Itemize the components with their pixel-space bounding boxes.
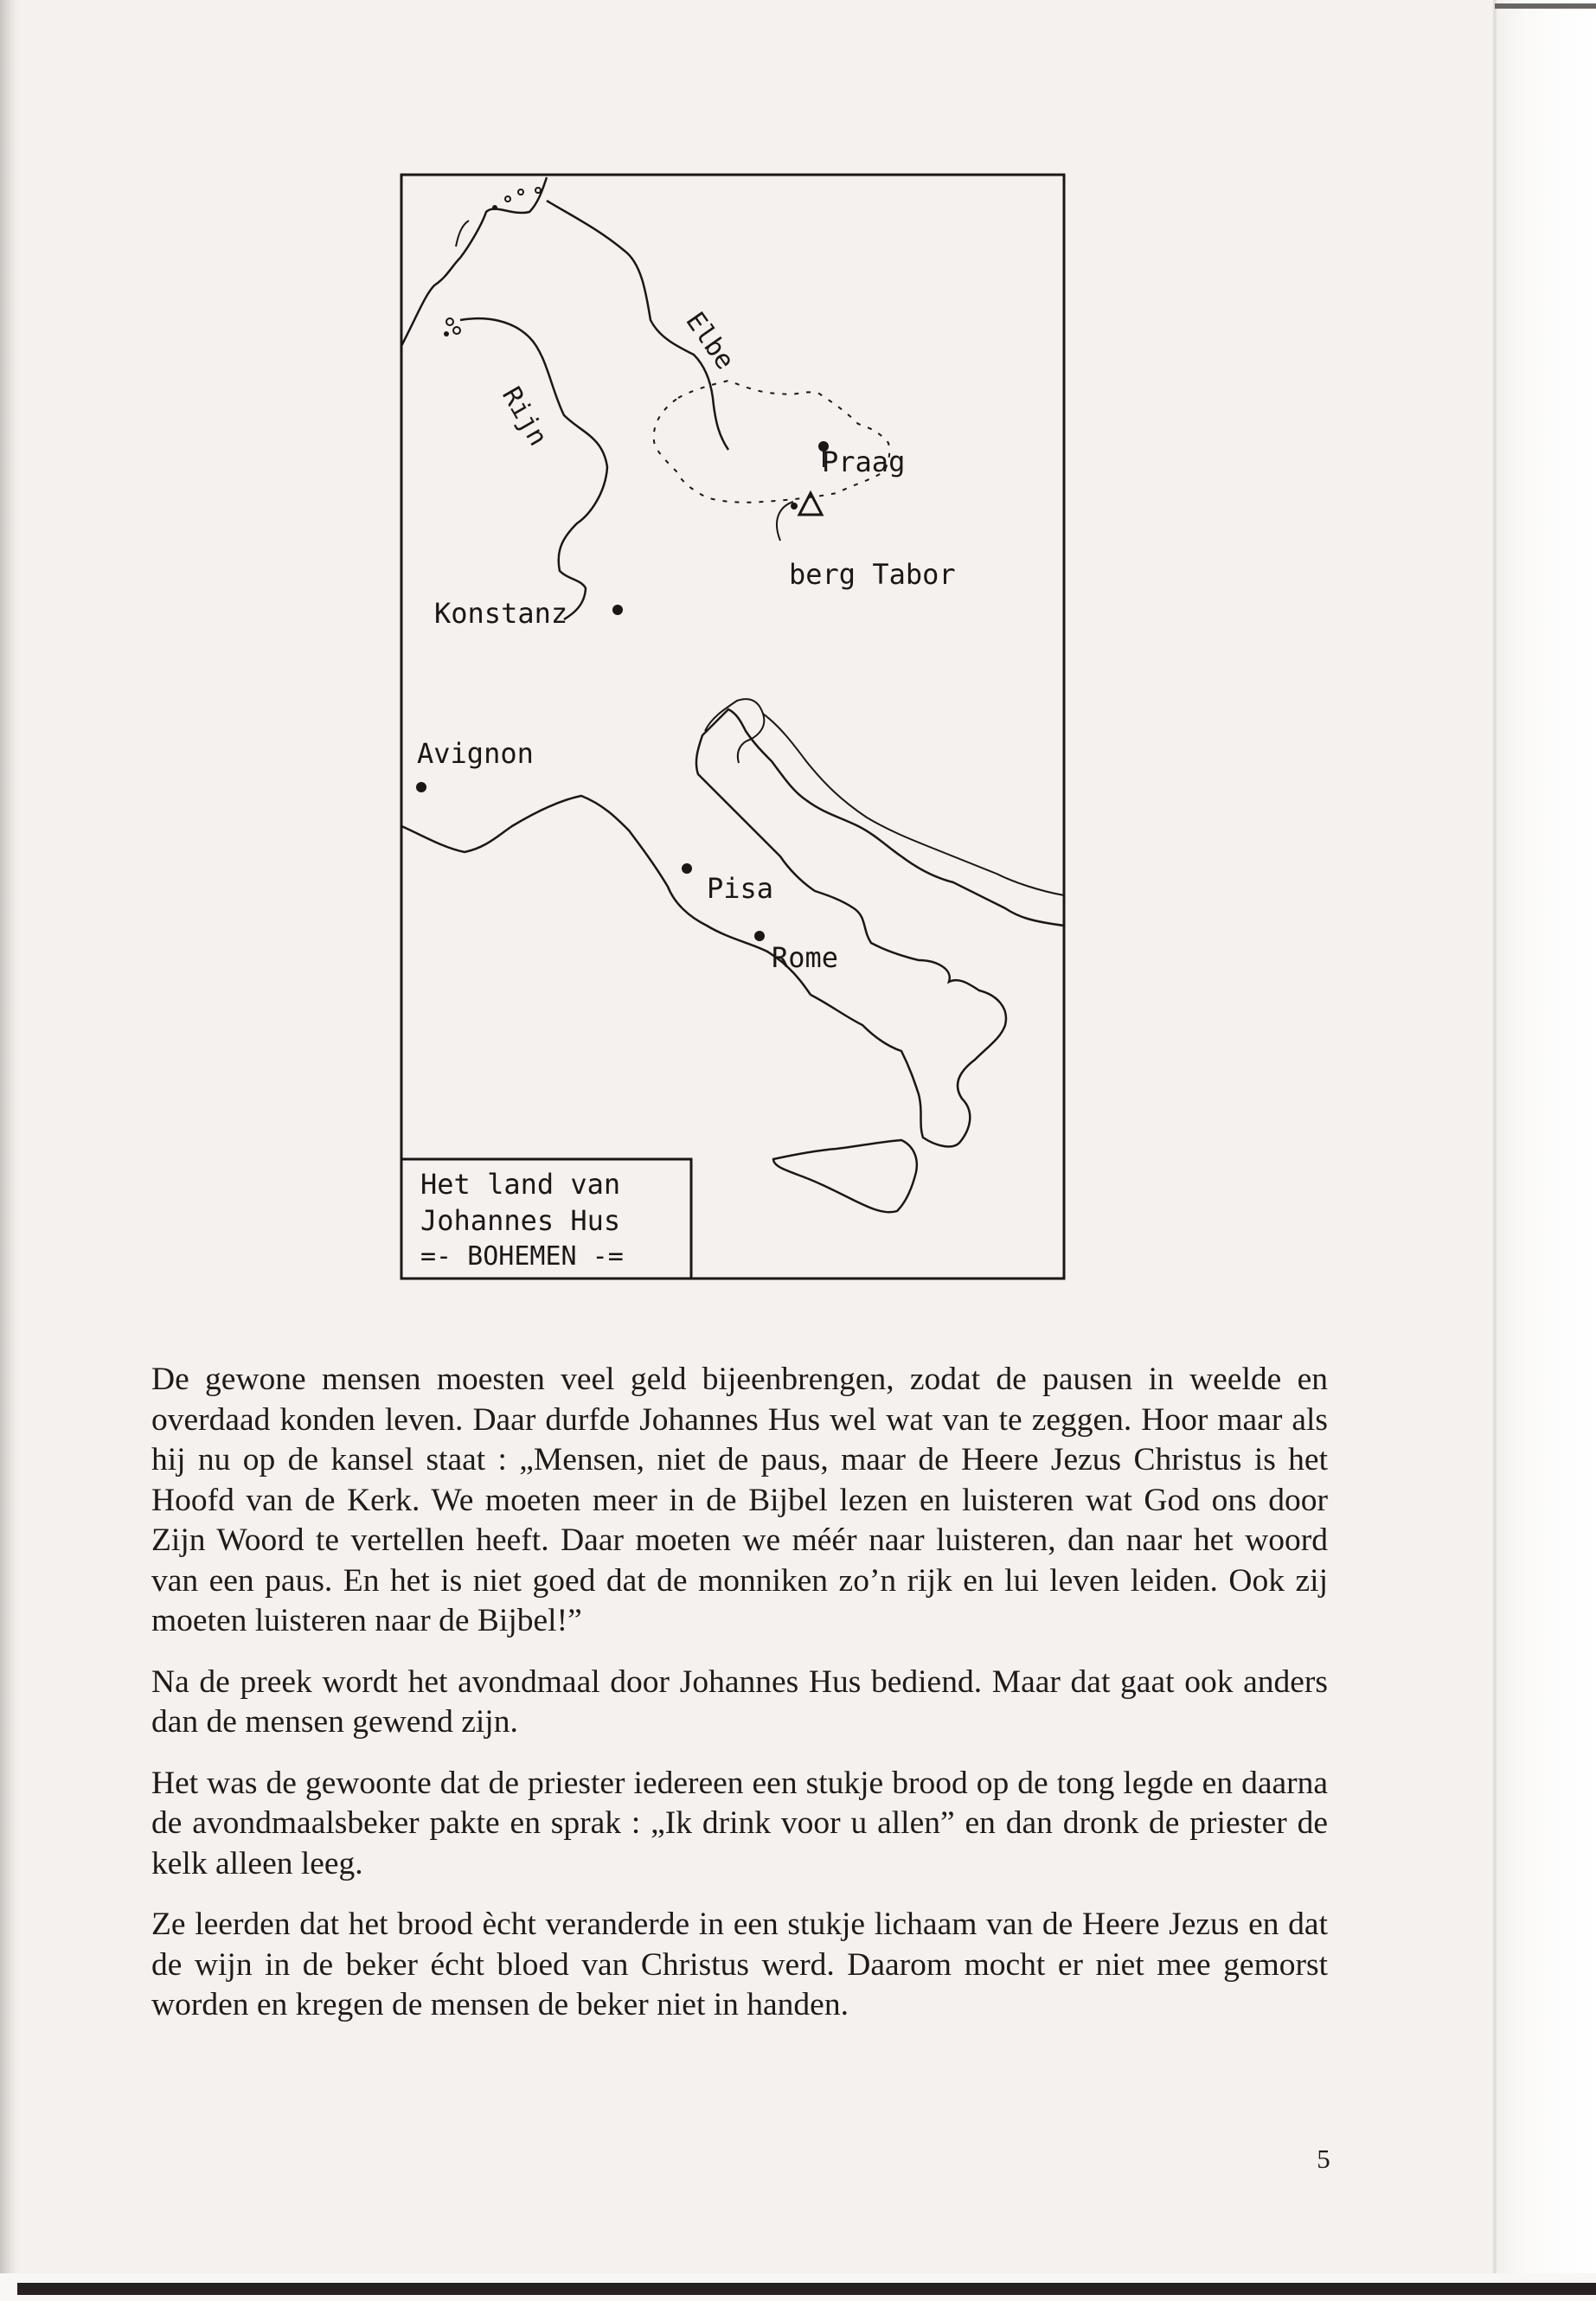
tabor-dot bbox=[791, 503, 798, 510]
legend-line-3: =- BOHEMEN -= bbox=[420, 1241, 624, 1272]
tabor-triangle bbox=[799, 493, 822, 515]
delta-islands bbox=[453, 327, 460, 334]
legend-line-2: Johannes Hus bbox=[420, 1204, 621, 1237]
paragraph-1: De gewone mensen moesten veel geld bijeenbrengen, zodat de pausen in weelde en overdaad konden leven. Daar durfde Johannes Hus wel wat van te zeggen. Hoor maar als hij nu op de kansel staat : „Mensen, niet de paus, maar de Heere Jezus Christus is het Hoofd van de Kerk. We moeten meer in de Bijbel lezen en luisteren wat God ons door Zijn Woord te vertellen heeft. Daar moeten we méér naar luisteren, dan naar het woord van een paus. En het is niet goed dat de monniken zo’n rijk en lui leven leiden. Ook zij moeten luisteren naar de Bijbel!” bbox=[151, 1362, 1328, 1638]
paragraph-2: Na de preek wordt het avondmaal door Johannes Hus bediend. Maar dat gaat ook anders dan de mensen gewend zijn. bbox=[151, 1663, 1328, 1740]
elbe-label: Elbe bbox=[679, 306, 740, 375]
coast-detail bbox=[456, 221, 469, 247]
avignon-label: Avignon bbox=[417, 737, 534, 770]
page-number: 5 bbox=[1317, 2144, 1330, 2174]
legend-line-1: Het land van bbox=[420, 1168, 621, 1201]
istria-coast bbox=[705, 699, 764, 763]
avignon-dot bbox=[416, 782, 426, 792]
tabor-arrow bbox=[777, 502, 793, 541]
pisa-dot bbox=[682, 863, 692, 874]
sicily bbox=[773, 1140, 917, 1212]
scan-mark-top bbox=[1495, 3, 1596, 9]
island-dot bbox=[535, 188, 541, 193]
konstanz-label: Konstanz bbox=[434, 597, 568, 630]
rome-dot bbox=[754, 931, 765, 941]
rijn-label: Rijn bbox=[496, 381, 554, 452]
konstanz-dot bbox=[612, 605, 623, 615]
paragraph-3: Het was de gewoonte dat de priester iedereen een stukje brood op de tong legde en daarna de avondmaalsbeker pakte en sprak : „Ik drink voor u allen” en dan dronk de priester de kelk alleen leeg. bbox=[151, 1765, 1328, 1881]
italy-south-coast bbox=[811, 960, 1006, 1146]
rhine-river bbox=[460, 318, 607, 619]
island-dot bbox=[505, 196, 510, 202]
paragraph-4: Ze leerden dat het brood ècht veranderde in een stukje lichaam van de Heere Jezus en dat de wijn in de beker écht bloed van Christus werd. Daarom mocht er niet mee gemorst worden en kregen de mensen de beker niet in handen. bbox=[151, 1907, 1328, 2022]
rome-label: Rome bbox=[772, 941, 839, 974]
body-text bbox=[151, 1360, 1328, 2047]
delta-islands bbox=[444, 331, 449, 336]
italy-adriatic-coast bbox=[696, 709, 1064, 960]
delta-islands bbox=[446, 318, 453, 325]
scan-bar-bottom bbox=[17, 2283, 1596, 2295]
north-sea-coast bbox=[401, 177, 547, 346]
bohemia-border bbox=[654, 381, 889, 503]
map-frame bbox=[401, 175, 1064, 1279]
page-right-margin bbox=[1497, 0, 1596, 2301]
page-left-edge bbox=[0, 0, 19, 2301]
map-illustration bbox=[400, 173, 1066, 1280]
map-svg bbox=[400, 173, 1066, 1280]
praag-label: Praag bbox=[822, 445, 906, 478]
pisa-label: Pisa bbox=[707, 872, 774, 905]
island-dot bbox=[518, 189, 523, 195]
dalmatian-coast bbox=[763, 714, 1064, 895]
berg-tabor-label: berg Tabor bbox=[789, 558, 956, 591]
island-dot bbox=[492, 205, 497, 210]
